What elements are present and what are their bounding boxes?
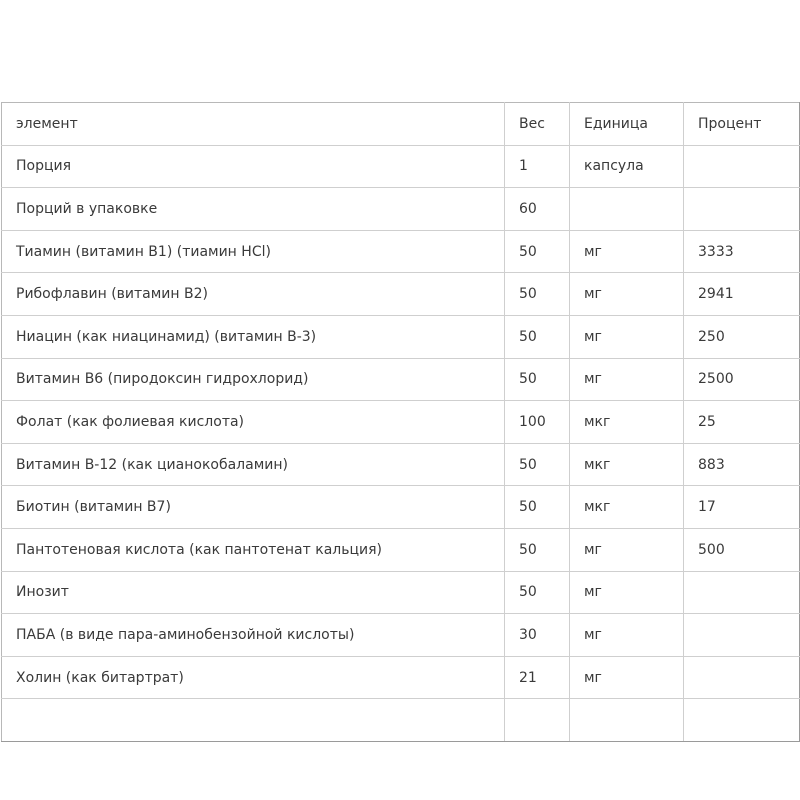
cell-percent: [684, 188, 800, 231]
cell-unit: мг: [570, 315, 684, 358]
cell-element: Рибофлавин (витамин B2): [2, 273, 505, 316]
cell-weight: [505, 699, 570, 742]
cell-percent: 17: [684, 486, 800, 529]
table-row: [2, 486, 800, 529]
cell-unit: [570, 699, 684, 742]
cell-unit: мг: [570, 358, 684, 401]
cell-percent: [684, 656, 800, 699]
table-row: [2, 656, 800, 699]
table-row: [2, 358, 800, 401]
table-row: [2, 401, 800, 444]
cell-percent: [684, 571, 800, 614]
cell-weight: 50: [505, 443, 570, 486]
cell-percent: 883: [684, 443, 800, 486]
cell-weight: 1: [505, 145, 570, 188]
cell-unit: [570, 188, 684, 231]
table-row: [2, 614, 800, 657]
cell-weight: 50: [505, 315, 570, 358]
cell-percent: [684, 699, 800, 742]
cell-element: Порций в упаковке: [2, 188, 505, 231]
cell-element: Инозит: [2, 571, 505, 614]
header-percent: Процент: [684, 103, 800, 146]
cell-weight: 50: [505, 571, 570, 614]
cell-percent: [684, 614, 800, 657]
cell-element: Ниацин (как ниацинамид) (витамин B-3): [2, 315, 505, 358]
cell-unit: капсула: [570, 145, 684, 188]
cell-percent: 3333: [684, 230, 800, 273]
header-weight: Вес: [505, 103, 570, 146]
cell-weight: 60: [505, 188, 570, 231]
table-row: [2, 528, 800, 571]
table-row: [2, 273, 800, 316]
cell-element: Фолат (как фолиевая кислота): [2, 401, 505, 444]
cell-element: Порция: [2, 145, 505, 188]
nutrition-table-container: [0, 102, 800, 742]
cell-weight: 50: [505, 358, 570, 401]
cell-percent: 25: [684, 401, 800, 444]
cell-percent: 2500: [684, 358, 800, 401]
cell-element: Витамин B-12 (как цианокобаламин): [2, 443, 505, 486]
cell-weight: 30: [505, 614, 570, 657]
cell-unit: мг: [570, 528, 684, 571]
cell-element: Холин (как битартрат): [2, 656, 505, 699]
table-row: [2, 188, 800, 231]
cell-element: Витамин B6 (пиродоксин гидрохлорид): [2, 358, 505, 401]
cell-weight: 50: [505, 486, 570, 529]
cell-unit: мг: [570, 273, 684, 316]
cell-weight: 21: [505, 656, 570, 699]
nutrition-table: [1, 102, 800, 742]
cell-weight: 50: [505, 230, 570, 273]
cell-weight: 100: [505, 401, 570, 444]
table-row: [2, 699, 800, 742]
cell-unit: мг: [570, 656, 684, 699]
cell-unit: мг: [570, 571, 684, 614]
cell-unit: мкг: [570, 401, 684, 444]
header-element: элемент: [2, 103, 505, 146]
cell-unit: мг: [570, 614, 684, 657]
cell-percent: [684, 145, 800, 188]
table-row: [2, 315, 800, 358]
cell-element: [2, 699, 505, 742]
cell-unit: мкг: [570, 486, 684, 529]
cell-unit: мг: [570, 230, 684, 273]
header-unit: Единица: [570, 103, 684, 146]
table-row: [2, 443, 800, 486]
cell-element: Пантотеновая кислота (как пантотенат кальция): [2, 528, 505, 571]
cell-element: Биотин (витамин B7): [2, 486, 505, 529]
cell-weight: 50: [505, 273, 570, 316]
cell-percent: 2941: [684, 273, 800, 316]
cell-element: ПАБА (в виде пара-аминобензойной кислоты): [2, 614, 505, 657]
cell-percent: 250: [684, 315, 800, 358]
cell-percent: 500: [684, 528, 800, 571]
cell-element: Тиамин (витамин B1) (тиамин HCl): [2, 230, 505, 273]
table-row: [2, 145, 800, 188]
table-row: [2, 571, 800, 614]
table-header-row: [2, 103, 800, 146]
table-row: [2, 230, 800, 273]
cell-weight: 50: [505, 528, 570, 571]
cell-unit: мкг: [570, 443, 684, 486]
